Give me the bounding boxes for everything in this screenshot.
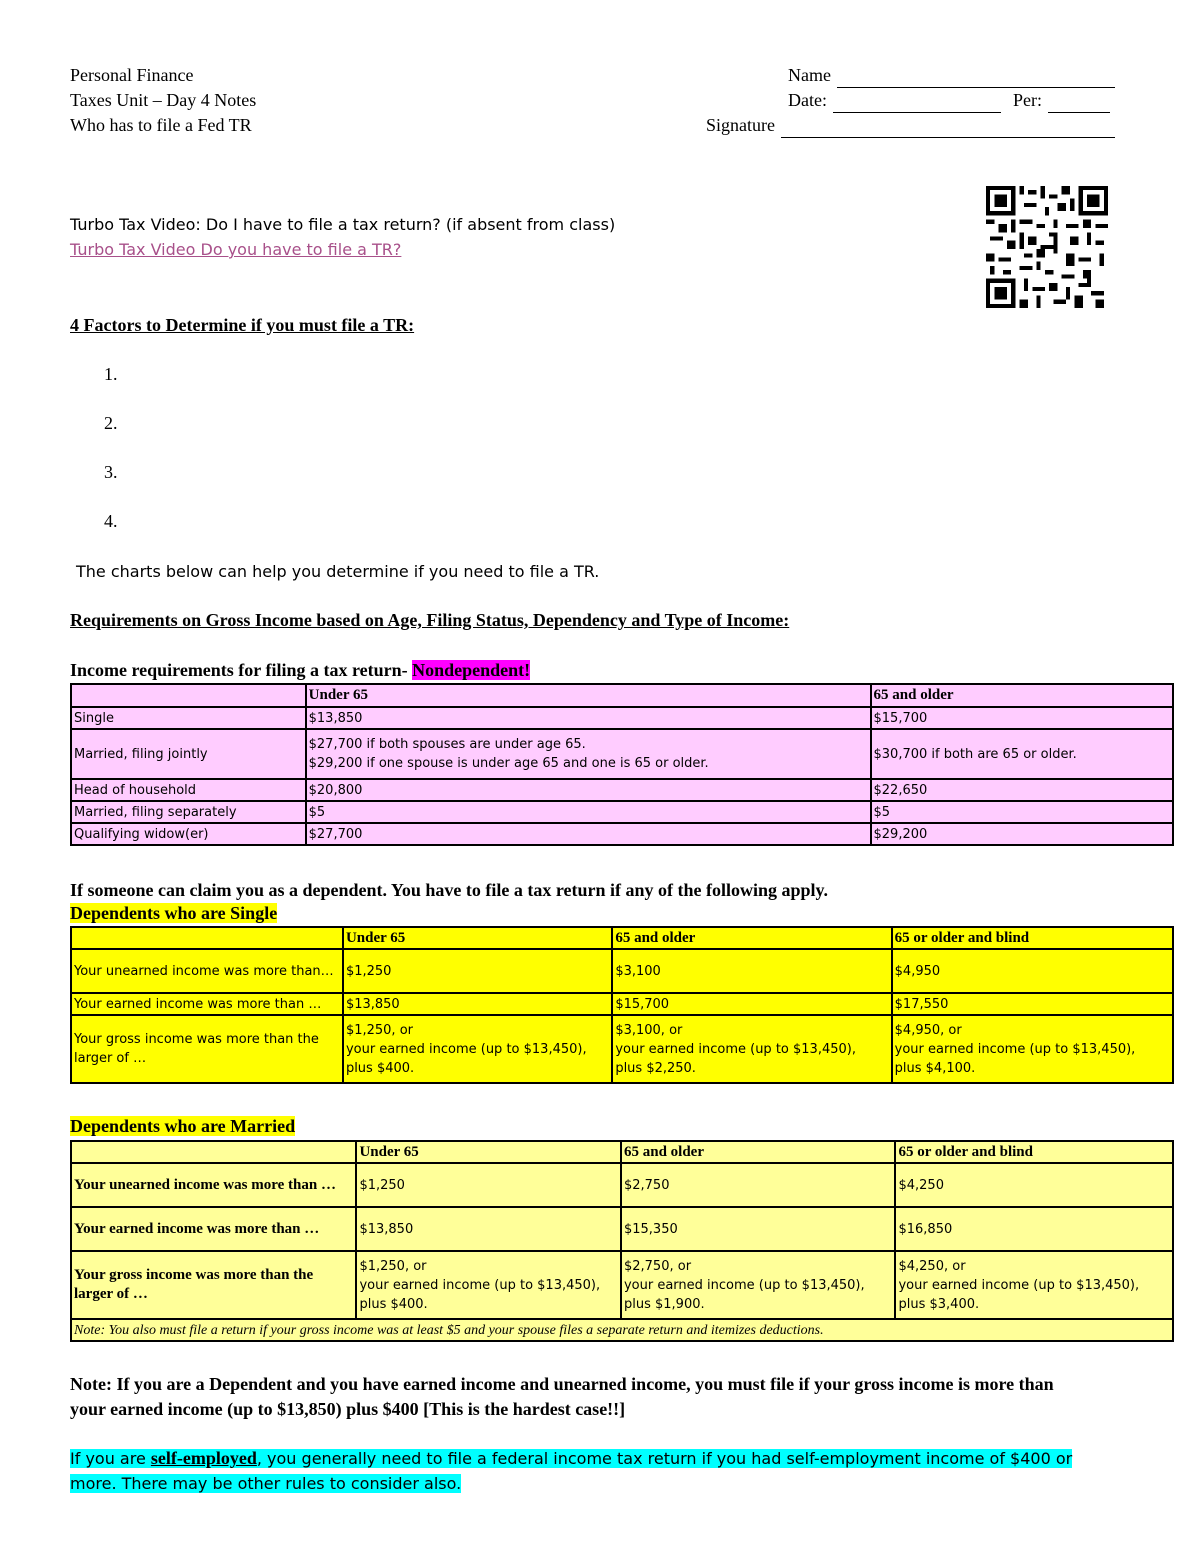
- married-table: [70, 1140, 1174, 1342]
- dependent-note: Note: If you are a Dependent and you have earned income and unearned income, you must file if your gross income is more than your earned income (up to $13,850) plus $400 [This is the hardest case!!]: [70, 1374, 1054, 1419]
- cell: $22,650: [871, 779, 1173, 801]
- signature-field[interactable]: [781, 119, 1115, 138]
- course-title: Personal Finance: [70, 65, 194, 85]
- cell: $13,850: [356, 1207, 621, 1251]
- self-employed-keyword: self-employed: [150, 1448, 257, 1468]
- cell: $16,850: [895, 1207, 1173, 1251]
- cell: $3,100: [612, 949, 891, 993]
- cell-line: plus $2,250.: [615, 1060, 696, 1076]
- married-note: Note: You also must file a return if your gross income was at least $5 and your spouse files a separate return and itemizes deductions.: [71, 1319, 1173, 1341]
- unit-title: Taxes Unit – Day 4 Notes: [70, 90, 257, 110]
- cell: $15,700: [612, 993, 891, 1015]
- date-field[interactable]: [833, 94, 1001, 113]
- cell: $29,200: [871, 823, 1173, 845]
- married-title: [70, 1116, 295, 1137]
- header-cell: [71, 927, 343, 949]
- row-label: Your unearned income was more than…: [71, 949, 343, 993]
- header-cell: [71, 684, 306, 707]
- table-header-row: [71, 927, 1173, 949]
- married-title-text: Dependents who are Married: [70, 1116, 296, 1136]
- table-row: [71, 823, 1173, 845]
- period-field[interactable]: [1048, 94, 1110, 113]
- single-table: [70, 926, 1174, 1084]
- cell-line: your earned income (up to $13,450),: [623, 1277, 865, 1293]
- row-label: Single: [71, 707, 306, 729]
- header-cell: Under 65: [343, 927, 612, 949]
- qr-code-icon[interactable]: [986, 186, 1108, 308]
- cell-line: plus $3,400.: [898, 1296, 980, 1312]
- factors-title: 4 Factors to Determine if you must file a TR:: [70, 315, 415, 335]
- cell: $1,250: [356, 1163, 621, 1207]
- table-header-row: [71, 1141, 1173, 1163]
- topic-title: Who has to file a Fed TR: [70, 115, 252, 135]
- cell: $17,550: [892, 993, 1173, 1015]
- row-label: Your earned income was more than …: [71, 1207, 356, 1251]
- header-right: [706, 63, 1130, 138]
- cell: $15,350: [621, 1207, 896, 1251]
- cell: $4,250: [895, 1163, 1173, 1207]
- cell-line: $4,950, or: [894, 1022, 962, 1038]
- name-field[interactable]: [837, 69, 1115, 88]
- video-link[interactable]: Turbo Tax Video Do you have to file a TR?: [70, 240, 402, 259]
- nondependent-title: [70, 660, 530, 681]
- cell-line: $27,700 if both spouses are under age 65.: [308, 737, 586, 752]
- table-row: [71, 1207, 1173, 1251]
- cell-line: $3,100, or: [615, 1022, 683, 1038]
- cell: [612, 1015, 891, 1083]
- row-label: Married, filing jointly: [71, 729, 306, 779]
- table-header-row: [71, 684, 1173, 707]
- nondependent-table: [70, 683, 1174, 846]
- cell-line: $1,250, or: [359, 1258, 427, 1274]
- factor-4: 4.: [104, 511, 118, 531]
- row-label: Head of household: [71, 779, 306, 801]
- cell: [895, 1251, 1173, 1319]
- header-cell: Under 65: [306, 684, 871, 707]
- cell-line: $29,200 if one spouse is under age 65 and one is 65 or older.: [308, 756, 709, 771]
- cell: [306, 729, 871, 779]
- self-employed-prefix: If you are: [70, 1449, 151, 1468]
- cell-line: $1,250, or: [345, 1022, 413, 1038]
- cell: $5: [306, 801, 871, 823]
- table-row: [71, 729, 1173, 779]
- cell-line: $4,250, or: [898, 1258, 966, 1274]
- charts-intro: The charts below can help you determine if you need to file a TR.: [76, 562, 600, 581]
- video-text: Turbo Tax Video: Do I have to file a tax return? (if absent from class): [70, 215, 616, 234]
- factor-2: 2.: [104, 413, 118, 433]
- header-cell: 65 and older: [612, 927, 891, 949]
- table-row: [71, 993, 1173, 1015]
- table-row: [71, 707, 1173, 729]
- table-note-row: [71, 1319, 1173, 1341]
- self-employed-suffix: , you generally need to file a federal income tax return if you had self-employment income of $400 or more. There may be other rules to consider also.: [70, 1449, 1073, 1493]
- header-cell: [71, 1141, 356, 1163]
- table-row: [71, 801, 1173, 823]
- date-label: Date:: [788, 90, 827, 110]
- table-row: [71, 1015, 1173, 1083]
- cell: [621, 1251, 896, 1319]
- cell: $27,700: [306, 823, 871, 845]
- table-row: [71, 779, 1173, 801]
- header-cell: Under 65: [356, 1141, 621, 1163]
- cell: $4,950: [892, 949, 1173, 993]
- row-label: Qualifying widow(er): [71, 823, 306, 845]
- single-title: [70, 903, 277, 924]
- factor-1: 1.: [104, 364, 118, 384]
- table-row: [71, 1163, 1173, 1207]
- header-left: [70, 63, 256, 138]
- cell: $13,850: [306, 707, 871, 729]
- signature-label: Signature: [706, 115, 775, 135]
- cell: [343, 1015, 612, 1083]
- header-cell: 65 and older: [621, 1141, 896, 1163]
- row-label: Your earned income was more than …: [71, 993, 343, 1015]
- cell: $5: [871, 801, 1173, 823]
- cell-line: your earned income (up to $13,450),: [345, 1041, 587, 1057]
- cell-line: plus $400.: [359, 1296, 428, 1312]
- cell-line: plus $1,900.: [623, 1296, 705, 1312]
- table-row: [71, 1251, 1173, 1319]
- cell: $1,250: [343, 949, 612, 993]
- cell: $2,750: [621, 1163, 896, 1207]
- header-cell: 65 or older and blind: [892, 927, 1173, 949]
- cell-line: your earned income (up to $13,450),: [894, 1041, 1136, 1057]
- cell-line: your earned income (up to $13,450),: [898, 1277, 1140, 1293]
- row-label: Your unearned income was more than …: [71, 1163, 356, 1207]
- video-section: [70, 212, 615, 262]
- cell-line: your earned income (up to $13,450),: [615, 1041, 856, 1057]
- per-label: Per:: [1012, 90, 1042, 110]
- cell: $20,800: [306, 779, 871, 801]
- nondependent-highlight: Nondependent!: [412, 660, 531, 680]
- single-title-text: Dependents who are Single: [70, 903, 278, 923]
- self-employed-note: [70, 1446, 1110, 1496]
- cell: $13,850: [343, 993, 612, 1015]
- cell-line: your earned income (up to $13,450),: [359, 1277, 601, 1293]
- header-cell: 65 and older: [871, 684, 1173, 707]
- cell: [356, 1251, 621, 1319]
- cell-line: plus $400.: [345, 1060, 415, 1076]
- dependent-intro: If someone can claim you as a dependent. You have to file a tax return if any of the following apply.: [70, 880, 829, 900]
- cell-line: plus $4,100.: [894, 1060, 976, 1076]
- cell: [892, 1015, 1173, 1083]
- factor-3: 3.: [104, 462, 118, 482]
- row-label: Your gross income was more than the larger of …: [71, 1251, 356, 1319]
- row-label: Your gross income was more than the larger of …: [71, 1015, 343, 1083]
- table-row: [71, 949, 1173, 993]
- row-label: Married, filing separately: [71, 801, 306, 823]
- requirements-title: Requirements on Gross Income based on Age, Filing Status, Dependency and Type of Income:: [70, 610, 790, 630]
- header-cell: 65 or older and blind: [895, 1141, 1173, 1163]
- nondependent-title-prefix: Income requirements for filing a tax return-: [70, 660, 413, 680]
- cell-line: $2,750, or: [623, 1258, 692, 1274]
- cell: $15,700: [871, 707, 1173, 729]
- name-label: Name: [788, 65, 831, 85]
- cell: $30,700 if both are 65 or older.: [871, 729, 1173, 779]
